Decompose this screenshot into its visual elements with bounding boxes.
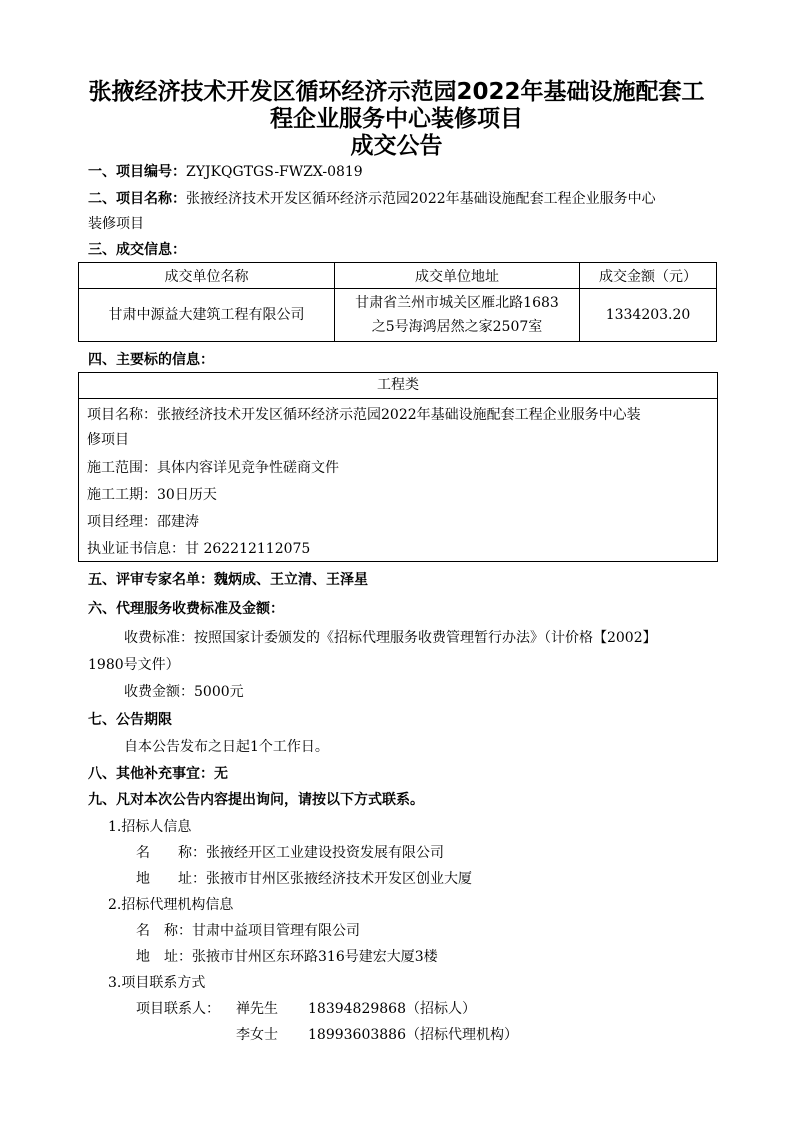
- deal-amount: 1334203.20: [580, 289, 717, 342]
- project-name: 张掖经济技术开发区循环经济示范园2022年基础设施配套工程企业服务中心: [186, 191, 656, 207]
- section-fee-label: 六、代理服务收费标准及金额：: [88, 601, 284, 617]
- winner-name: 甘肃中源益大建筑工程有限公司: [79, 289, 335, 342]
- title-line-1: 张掖经济技术开发区循环经济示范园2022年基础设施配套工: [88, 79, 705, 105]
- fee-standard-cont: 1980号文件）: [88, 657, 180, 673]
- section-other: [88, 764, 228, 784]
- other-value: 无: [214, 766, 228, 782]
- contact-1-phone: 18394829868（招标人）: [308, 1001, 476, 1017]
- project-manager: 项目经理：邵建涛: [87, 514, 199, 530]
- table-header-row: [79, 263, 717, 289]
- contact-2-name: 李女士: [236, 1027, 278, 1043]
- project-number: ZYJKQGTGS-FWZX-0819: [186, 164, 363, 180]
- section-project-number: [88, 162, 363, 182]
- section-deal-info-label: 三、成交信息：: [88, 242, 186, 258]
- agency-address: 地 址：张掖市甘州区东环路316号建宏大厦3楼: [136, 949, 438, 965]
- contacts-heading: 3.项目联系方式: [108, 975, 206, 991]
- agency-name: 名 称：甘肃中益项目管理有限公司: [136, 923, 360, 939]
- agency-heading: 2.招标代理机构信息: [108, 897, 234, 913]
- title-line-2: 程企业服务中心装修项目: [270, 106, 523, 132]
- subject-project-name: 项目名称：张掖经济技术开发区循环经济示范园2022年基础设施配套工程企业服务中心装: [87, 407, 641, 423]
- section-experts: [88, 570, 368, 590]
- construction-scope: 施工范围：具体内容详见竞争性磋商文件: [87, 460, 339, 476]
- subject-info-box: [78, 372, 718, 562]
- subject-project-name-cont: 修项目: [87, 432, 129, 448]
- fee-amount: 收费金额：5000元: [124, 684, 244, 700]
- contact-2-phone: 18993603886（招标代理机构）: [308, 1027, 518, 1043]
- tenderer-heading: 1.招标人信息: [108, 819, 192, 835]
- section-label: 一、项目编号：: [88, 164, 186, 180]
- tenderer-address: 地 址：张掖市甘州区张掖经济技术开发区创业大厦: [136, 871, 472, 887]
- section-contact-label: 九、凡对本次公告内容提出询问，请按以下方式联系。: [88, 792, 424, 808]
- table-row: [79, 289, 717, 342]
- contact-label: 项目联系人：: [136, 1001, 220, 1017]
- expert-names: 魏炳成、王立清、王泽星: [214, 572, 368, 588]
- certificate-info: 执业证书信息：甘 262212112075: [87, 541, 311, 557]
- table-header: 成交单位名称: [79, 263, 335, 289]
- section-label: 五、评审专家名单：: [88, 572, 214, 588]
- section-main-subject-label: 四、主要标的信息：: [88, 352, 214, 368]
- address-line-2: 之5号海鸿居然之家2507室: [371, 319, 543, 335]
- contact-1-name: 禅先生: [236, 1001, 278, 1017]
- fee-standard: 收费标准：按照国家计委颁发的《招标代理服务收费管理暂行办法》（计价格【2002】: [124, 630, 657, 646]
- address-line-1: 甘肃省兰州市城关区雁北路1683: [355, 295, 559, 311]
- section-label: 八、其他补充事宜：: [88, 766, 214, 782]
- project-name-cont: 装修项目: [88, 216, 144, 232]
- table-header: 成交金额（元）: [580, 263, 717, 289]
- section-period-label: 七、公告期限: [88, 712, 172, 728]
- construction-period: 施工工期：30日历天: [87, 487, 217, 503]
- tenderer-name: 名 称：张掖经开区工业建设投资发展有限公司: [136, 845, 444, 861]
- section-project-name: [88, 189, 656, 209]
- table-header: 成交单位地址: [335, 263, 580, 289]
- deal-info-table: [78, 262, 717, 342]
- title-line-3: 成交公告: [350, 133, 443, 159]
- section-label: 二、项目名称：: [88, 191, 186, 207]
- box-title: 工程类: [79, 373, 717, 399]
- winner-address: [335, 289, 580, 342]
- announcement-period: 自本公告发布之日起1个工作日。: [124, 739, 329, 755]
